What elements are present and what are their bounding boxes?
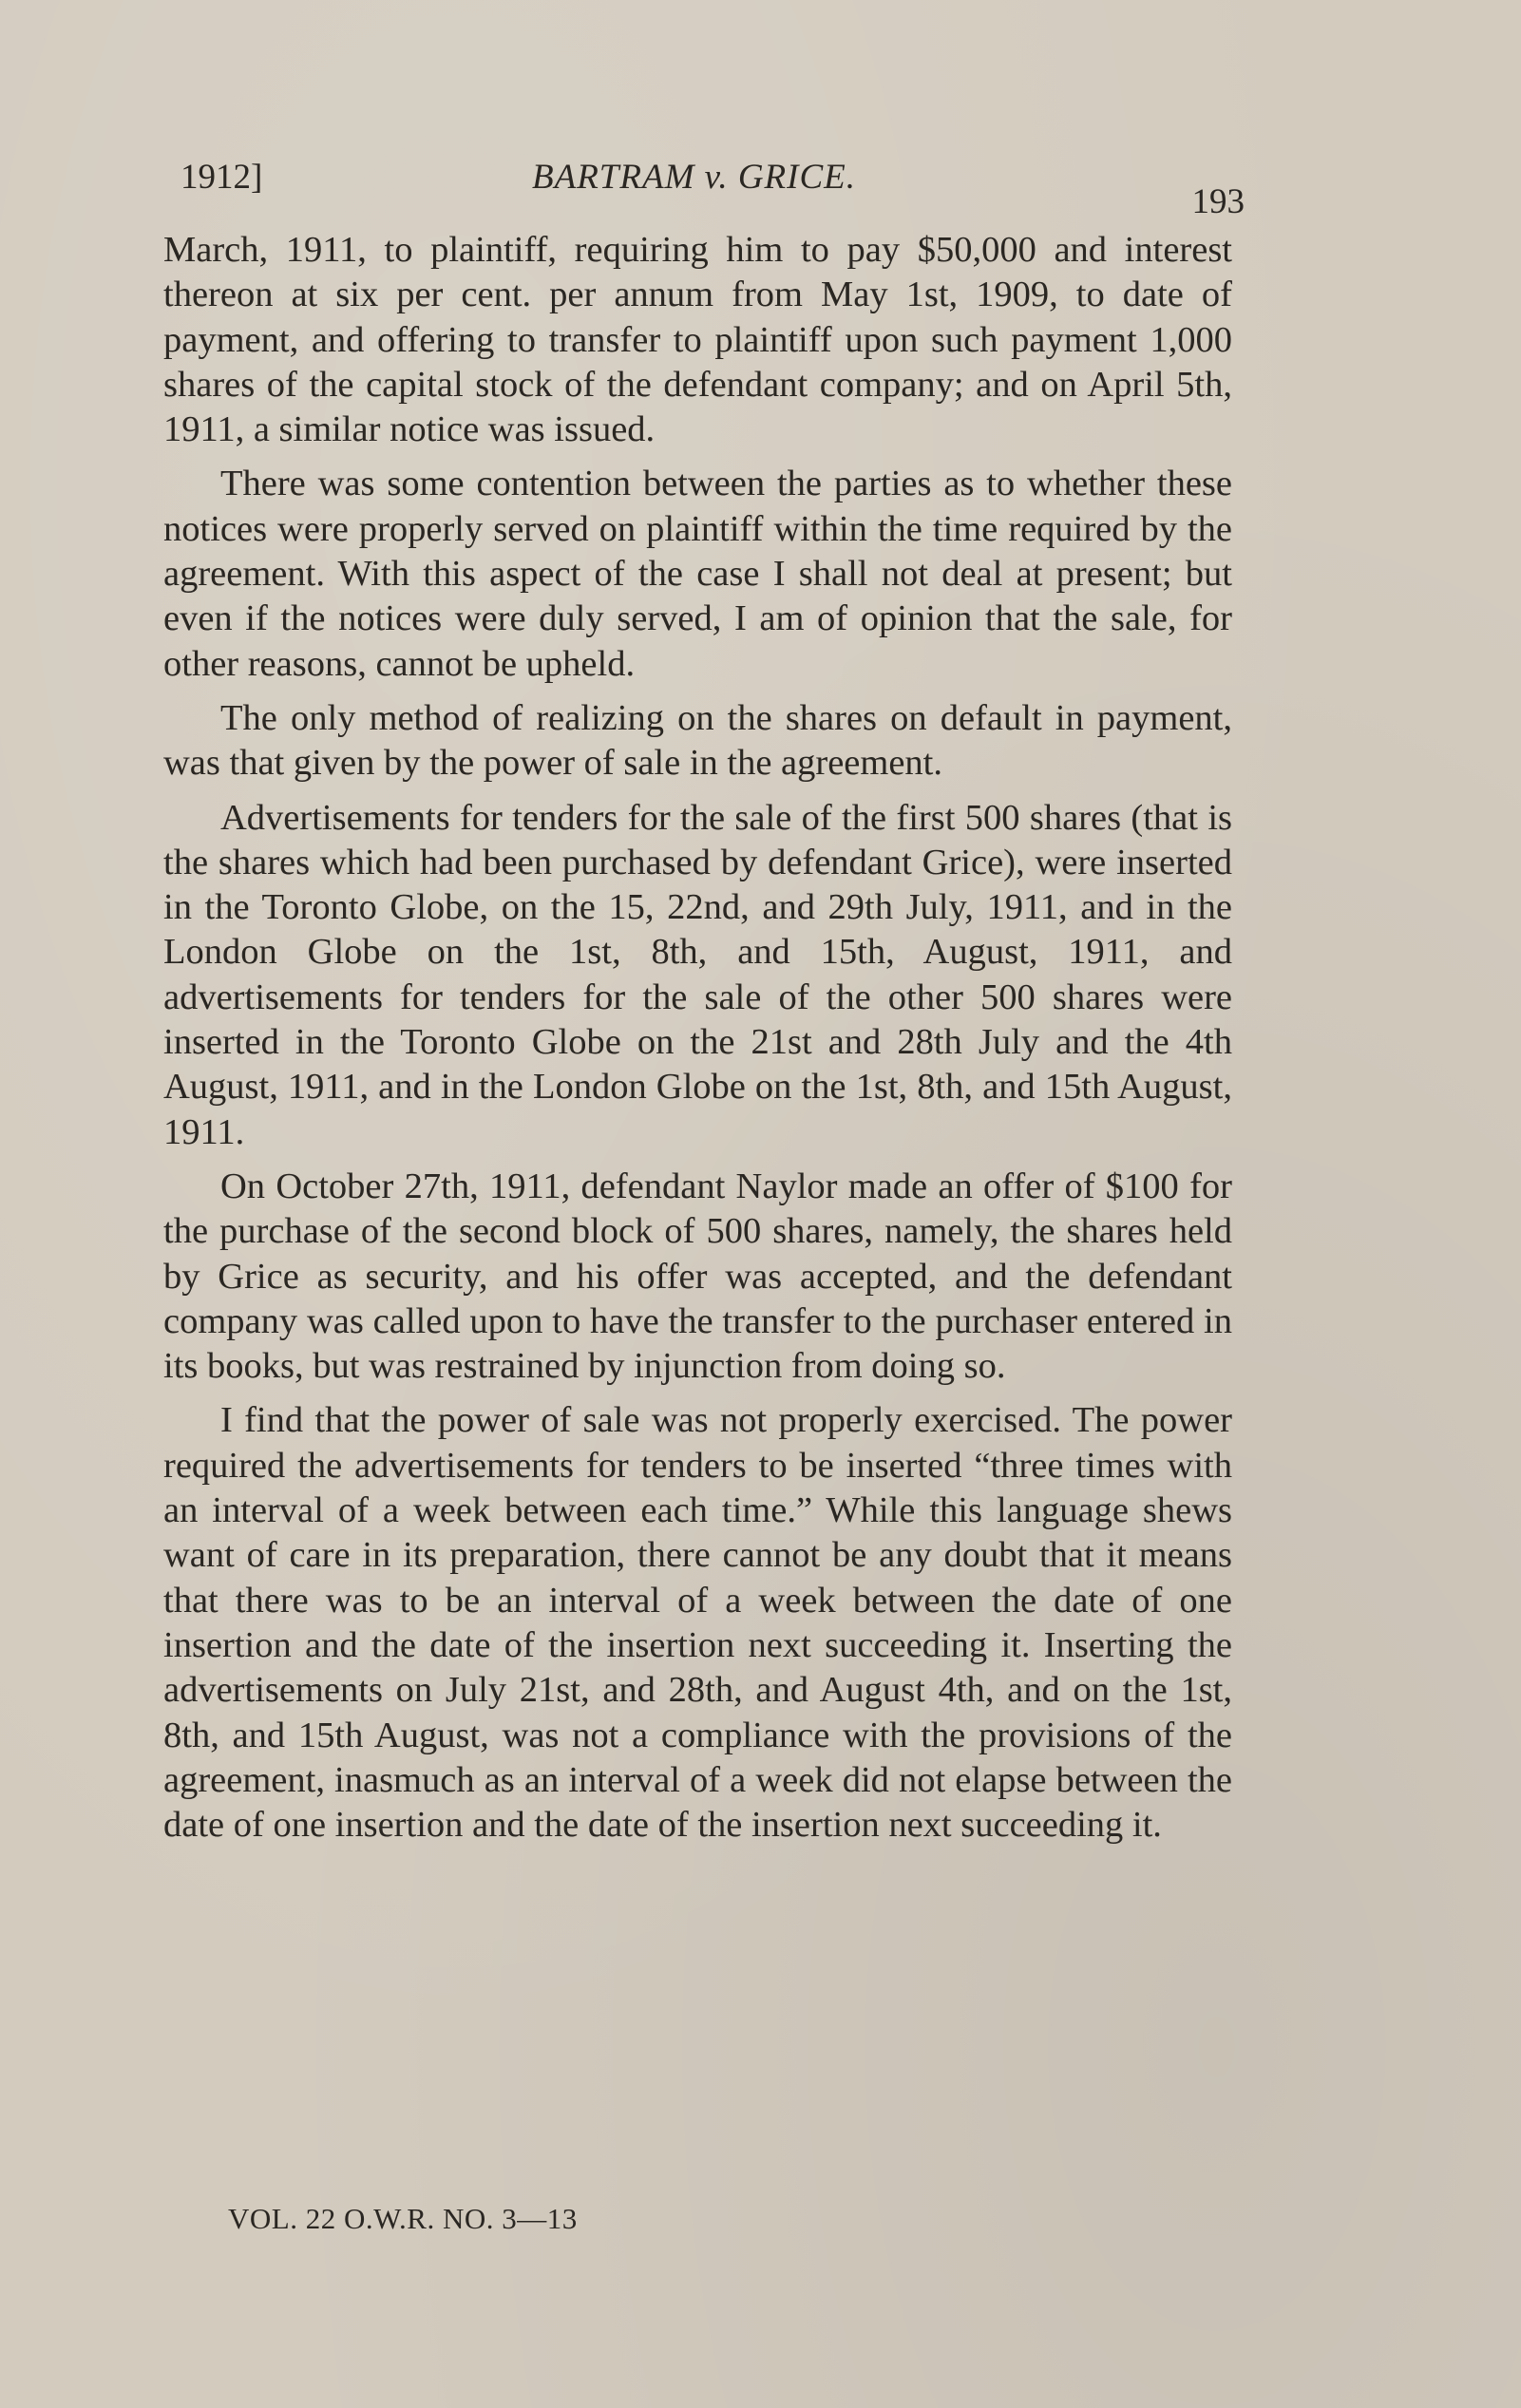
body-text	[163, 228, 1232, 1857]
page-number: 193	[1191, 182, 1245, 221]
signature-line: VOL. 22 O.W.R. NO. 3—13	[228, 2202, 578, 2235]
running-head-title: BARTRAM v. GRICE.	[532, 158, 857, 197]
paragraph: The only method of realizing on the shares on default in payment, was that given by the power of sale in the agreement.	[163, 697, 1232, 784]
paragraph: On October 27th, 1911, defendant Naylor made an offer of $100 for the purchase of the second block of 500 shares, namely, the shares held by Grice as security, and his offer was accepted, and the defendant company was called upon to have the transfer to the purchaser entered in its books, but was restrained by injunction from doing so.	[163, 1166, 1232, 1387]
paragraph-continued: March, 1911, to plaintiff, requiring him to pay $50,000 and interest thereon at six per cent. per annum from May 1st, 1909, to date of payment, and offering to transfer to plaintiff upon such payment 1,000 shares of the capital stock of the defendant company; and on April 5th, 1911, a similar notice was issued.	[163, 230, 1232, 450]
running-head-year: 1912]	[181, 158, 263, 197]
paragraph: There was some contention between the parties as to whether these notices were properly served on plaintiff within the time required by the agreement. With this aspect of the case I shall not deal at present; but even if the notices were duly served, I am of opinion that the sale, for other reasons, cannot be upheld.	[163, 464, 1232, 684]
paragraph: Advertisements for tenders for the sale of the first 500 shares (that is the shares which had been purchased by defendant Grice), were inserted in the Toronto Globe, on the 15, 22nd, and 29th July, 1911, and in the London Globe on the 1st, 8th, and 15th, August, 1911, and advertisements for tenders for the sale of the other 500 shares were inserted in the Toronto Globe on the 21st and 28th July and the 4th August, 1911, and in the London Globe on the 1st, 8th, and 15th August, 1911.	[163, 797, 1232, 1152]
running-head	[181, 157, 1245, 221]
paragraph: I find that the power of sale was not properly exercised. The power required the advertisements for tenders to be inserted “three times with an interval of a week between each time.” While this language shews want of care in its preparation, there cannot be any doubt that it means that there was to be an interval of a week between the date of one insertion and the date of the insertion next succeeding it. Inserting the advertisements on July 21st, and 28th, and August 4th, and on the 1st, 8th, and 15th August, was not a compliance with the provisions of the agreement, inasmuch as an interval of a week did not elapse between the date of one insertion and the date of the insertion next succeeding it.	[163, 1400, 1232, 1846]
